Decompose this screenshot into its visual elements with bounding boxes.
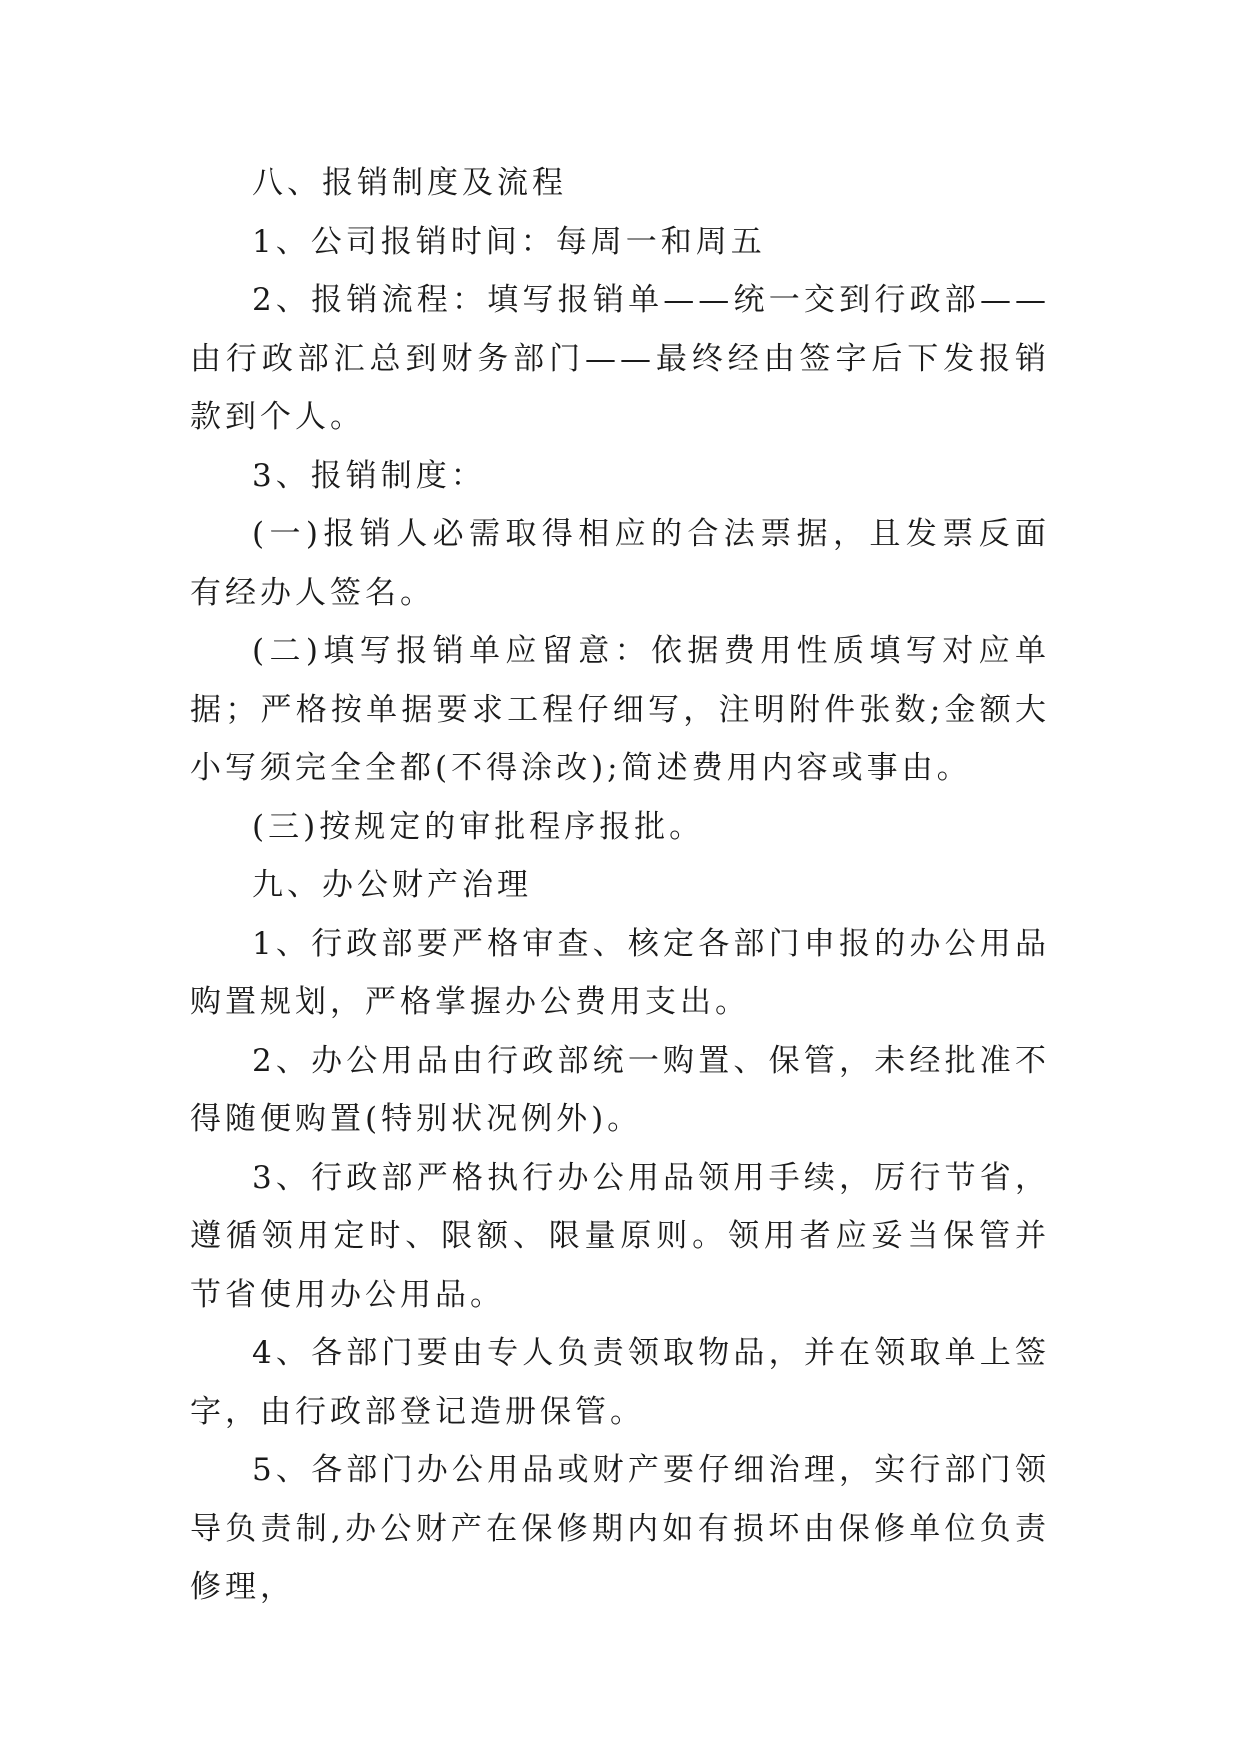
- paragraph-property-4: 4、各部门要由专人负责领取物品，并在领取单上签字，由行政部登记造册保管。: [190, 1335, 1050, 1430]
- paragraph-reimbursement-rules: 3、报销制度：: [252, 457, 486, 494]
- section-heading-reimbursement: 八、报销制度及流程: [252, 165, 567, 201]
- section-heading-office-property: 九、办公财产治理: [252, 867, 532, 903]
- paragraph-rule-2: (二)填写报销单应留意：依据费用性质填写对应单据；严格按单据要求工程仔细写，注明附件张数;金额大小写须完全全都(不得涂改);简述费用内容或事由。: [190, 633, 1050, 786]
- paragraph-rule-1: (一)报销人必需取得相应的合法票据，且发票反面有经办人签名。: [190, 516, 1050, 611]
- paragraph-property-1: 1、行政部要严格审查、核定各部门申报的办公用品购置规划，严格掌握办公费用支出。: [190, 925, 1050, 1020]
- document-body: [190, 154, 1050, 1617]
- paragraph-rule-3: (三)按规定的审批程序报批。: [252, 808, 705, 845]
- paragraph-reimbursement-process: 2、报销流程：填写报销单——统一交到行政部——由行政部汇总到财务部门——最终经由签字后下发报销款到个人。: [190, 282, 1050, 435]
- paragraph-reimbursement-time: 1、公司报销时间：每周一和周五: [252, 223, 766, 260]
- paragraph-property-3: 3、行政部严格执行办公用品领用手续，厉行节省，遵循领用定时、限额、限量原则。领用者应妥当保管并节省使用办公用品。: [190, 1159, 1050, 1313]
- paragraph-property-2: 2、办公用品由行政部统一购置、保管，未经批准不得随便购置(特别状况例外)。: [190, 1042, 1050, 1137]
- paragraph-property-5: 5、各部门办公用品或财产要仔细治理，实行部门领导负责制,办公财产在保修期内如有损坏由保修单位负责修理，: [190, 1452, 1050, 1605]
